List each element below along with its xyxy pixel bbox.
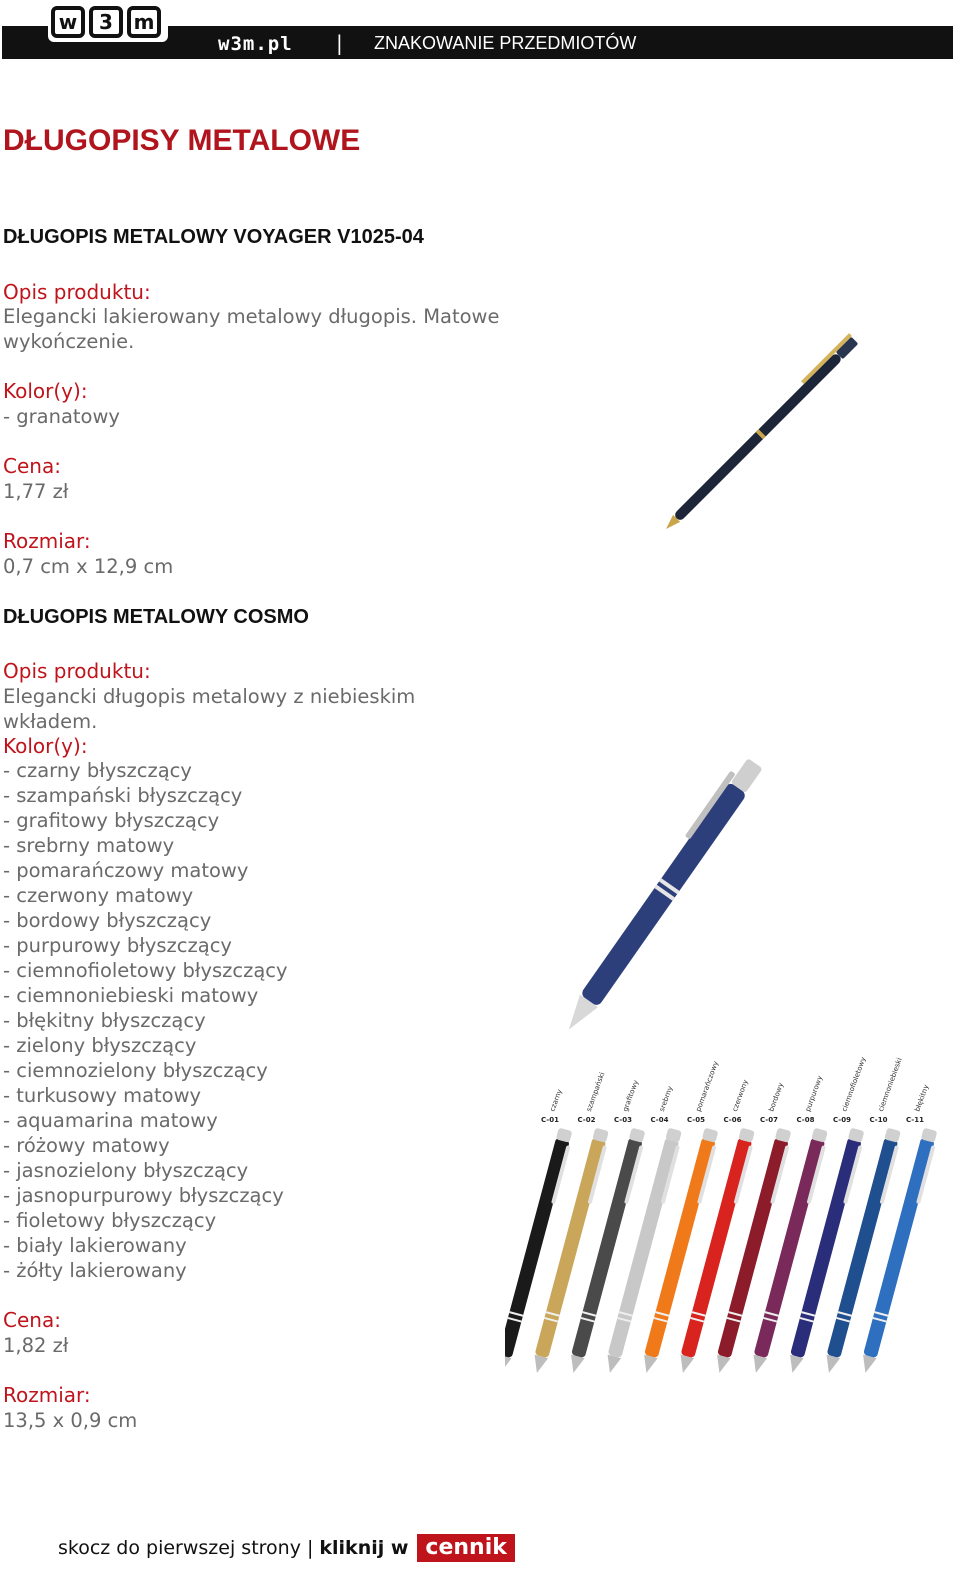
- click-text: kliknij w: [319, 1537, 409, 1559]
- cosmo-pen-image: [515, 718, 835, 1038]
- page-title: DŁUGOPISY METALOWE: [3, 124, 361, 157]
- color-item: - zielony błyszczący: [3, 1034, 197, 1057]
- swatch-pen-body: [535, 1137, 607, 1358]
- swatch-pen: [859, 1128, 940, 1376]
- swatch-code: C-06: [723, 1116, 742, 1124]
- swatch-code: C-02: [577, 1116, 596, 1124]
- color-item: - aquamarina matowy: [3, 1109, 218, 1132]
- color-item: - żółty lakierowany: [3, 1259, 187, 1282]
- description-label: Opis produktu:: [3, 659, 151, 683]
- voyager-pen-image: [630, 300, 900, 560]
- swatch-pen-body: [754, 1137, 826, 1358]
- first-page-link[interactable]: skocz do pierwszej strony |: [58, 1537, 314, 1559]
- swatch-pen-body: [827, 1137, 899, 1358]
- swatch-name: czerwony: [730, 1078, 750, 1113]
- swatch-pen-tip: [749, 1355, 767, 1375]
- swatch-pen-tip: [713, 1355, 731, 1375]
- swatch-name: ciemnoniebieski: [876, 1056, 904, 1113]
- color-item: - pomarańczowy matowy: [3, 859, 249, 882]
- color-item: - turkusowy matowy: [3, 1084, 202, 1107]
- swatch-code: C-09: [833, 1116, 851, 1124]
- swatch-pen-tip: [505, 1355, 512, 1375]
- swatch-name: czarny: [548, 1088, 564, 1113]
- header-separator: |: [336, 31, 343, 55]
- color-item: - szampański błyszczący: [3, 784, 243, 807]
- colors-label: Kolor(y):: [3, 734, 88, 758]
- color-item: - srebrny matowy: [3, 834, 175, 857]
- swatch-code: C-04: [650, 1116, 669, 1124]
- swatch-code: C-03: [614, 1116, 632, 1124]
- swatch-name: grafitowy: [621, 1079, 641, 1113]
- pen-body: [673, 352, 843, 522]
- color-item: - jasnopurpurowy błyszczący: [3, 1184, 284, 1207]
- swatch-pen-body: [790, 1137, 862, 1358]
- color-item: - ciemnoniebieski matowy: [3, 984, 259, 1007]
- color-item: - granatowy: [3, 405, 120, 428]
- swatch-pen-body: [681, 1137, 753, 1358]
- swatch-pen-tip: [530, 1355, 548, 1375]
- color-item: - fioletowy błyszczący: [3, 1209, 217, 1232]
- size-label: Rozmiar:: [3, 1383, 91, 1407]
- swatch-pen-tip: [859, 1355, 877, 1375]
- swatch-code: C-01: [541, 1116, 559, 1124]
- pen-body: [580, 782, 747, 1008]
- swatch-pen-tip: [676, 1355, 694, 1375]
- swatch-name: srebrny: [657, 1085, 675, 1113]
- swatch-code: C-05: [687, 1116, 705, 1124]
- swatch-name: ciemnofioletowy: [840, 1055, 868, 1113]
- product-title-cosmo: DŁUGOPIS METALOWY COSMO: [3, 606, 309, 628]
- swatch-pen-tip: [786, 1355, 804, 1375]
- logo-letter-w: w: [51, 6, 85, 38]
- swatch-name: purpurowy: [803, 1074, 825, 1113]
- footer: [58, 1534, 515, 1562]
- swatch-name: błękitny: [913, 1083, 931, 1113]
- color-item: - grafitowy błyszczący: [3, 809, 220, 832]
- swatch-pen-tip: [567, 1355, 585, 1375]
- description-text: Elegancki lakierowany metalowy długopis. Matowe wykończenie.: [3, 305, 500, 353]
- logo-letter-m: m: [127, 6, 161, 38]
- size-value: 0,7 cm x 12,9 cm: [3, 555, 174, 578]
- color-item: - czarny błyszczący: [3, 759, 192, 782]
- swatch-code: C-10: [869, 1116, 888, 1124]
- cennik-button[interactable]: cennik: [417, 1534, 514, 1562]
- swatch-code: C-08: [796, 1116, 815, 1124]
- swatch-name: szampański: [584, 1071, 607, 1113]
- swatch-name: pomarańczowy: [694, 1060, 721, 1113]
- pen-clip: [801, 333, 852, 384]
- color-item: - ciemnozielony błyszczący: [3, 1059, 268, 1082]
- swatch-code: C-11: [906, 1116, 924, 1124]
- swatch-pen-tip: [640, 1355, 658, 1375]
- color-item: - bordowy błyszczący: [3, 909, 212, 932]
- color-item: - biały lakierowany: [3, 1234, 187, 1257]
- color-item: - ciemnofioletowy błyszczący: [3, 959, 288, 982]
- price-value: 1,77 zł: [3, 480, 69, 503]
- swatch-pen-body: [571, 1137, 643, 1358]
- price-label: Cena:: [3, 454, 61, 478]
- swatch-pen-tip: [822, 1355, 840, 1375]
- price-value: 1,82 zł: [3, 1334, 69, 1357]
- swatch-pen-body: [863, 1137, 935, 1358]
- description-label: Opis produktu:: [3, 280, 151, 304]
- swatch-pen-body: [717, 1137, 789, 1358]
- swatch-code: C-07: [760, 1116, 778, 1124]
- size-label: Rozmiar:: [3, 529, 91, 553]
- color-item: - jasnozielony błyszczący: [3, 1159, 249, 1182]
- color-variants-image: [505, 1050, 955, 1380]
- color-item: - purpurowy błyszczący: [3, 934, 232, 957]
- product-title-voyager: DŁUGOPIS METALOWY VOYAGER V1025-04: [3, 226, 424, 248]
- swatch-pen-tip: [603, 1355, 621, 1375]
- price-label: Cena:: [3, 1308, 61, 1332]
- color-list: [3, 758, 288, 1283]
- section-link[interactable]: ZNAKOWANIE PRZEDMIOTÓW: [374, 33, 637, 53]
- colors-label: Kolor(y):: [3, 379, 88, 403]
- color-item: - błękitny błyszczący: [3, 1009, 206, 1032]
- color-item: - czerwony matowy: [3, 884, 194, 907]
- description-text: Elegancki długopis metalowy z niebieskim wkładem.: [3, 685, 416, 733]
- swatch-pen-body: [644, 1137, 716, 1358]
- site-name-link[interactable]: w3m.pl: [218, 33, 293, 55]
- size-value: 13,5 x 0,9 cm: [3, 1409, 138, 1432]
- swatch-name: bordowy: [767, 1081, 786, 1113]
- swatch-pen-body: [608, 1137, 680, 1358]
- w3m-logo[interactable]: [48, 2, 168, 42]
- logo-letter-3: 3: [89, 6, 123, 38]
- color-item: - różowy matowy: [3, 1134, 170, 1157]
